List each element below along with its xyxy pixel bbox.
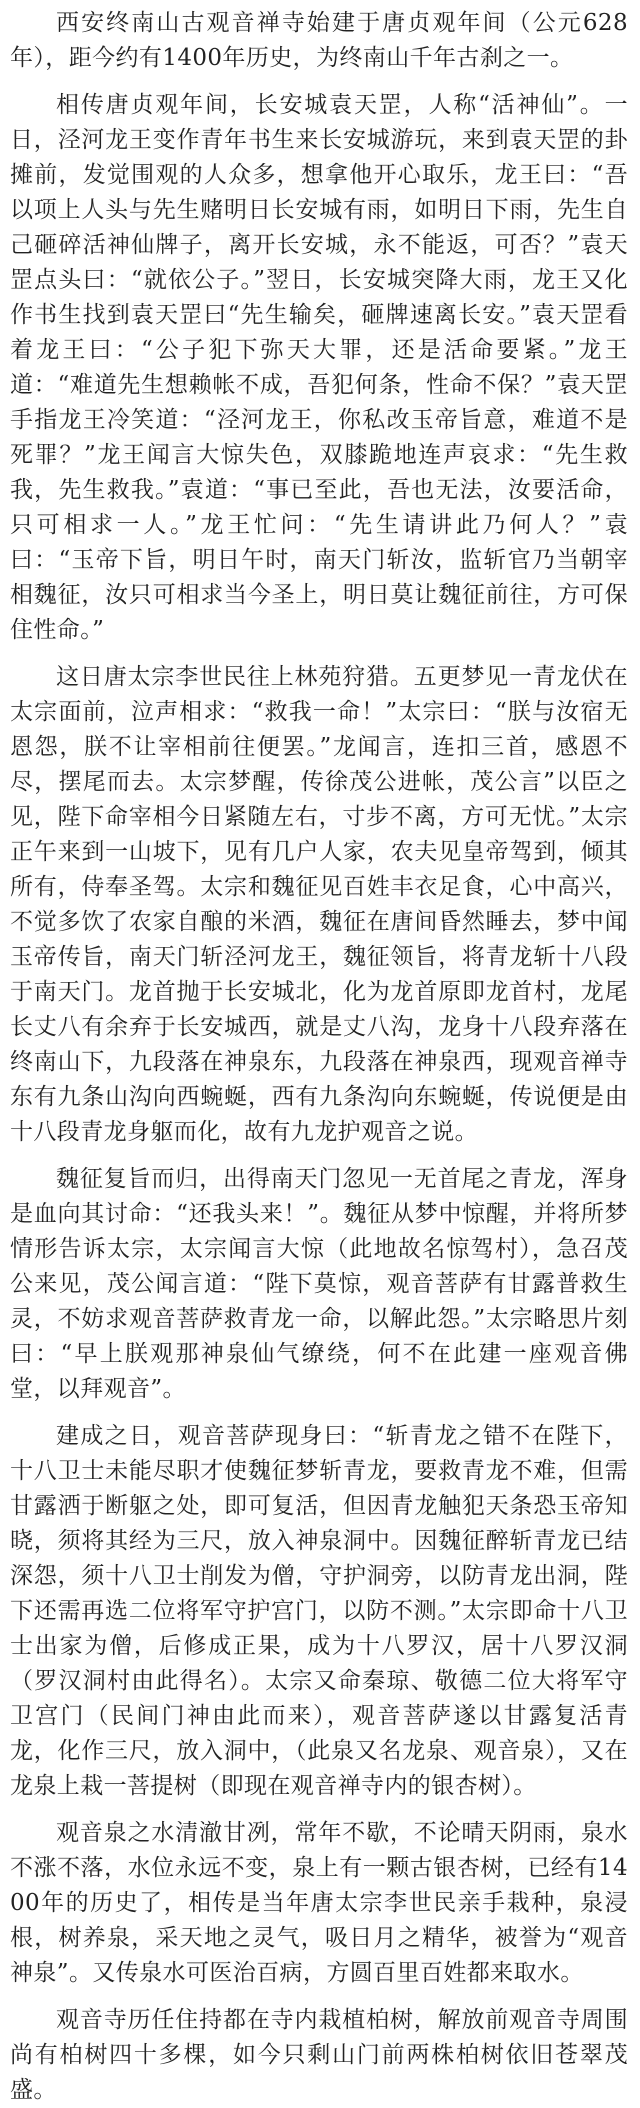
paragraph-cypress-trees: 观音寺历任住持都在寺内栽植柏树，解放前观音寺周围尚有柏树四十多棵，如今只剩山门前两株柏树依旧苍翠茂盛。 [10,2007,628,2103]
paragraph-guanyin-appears: 建成之日，观音菩萨现身曰：“斩青龙之错不在陛下，十八卫士未能尽职才使魏征梦斩青龙，要救青龙不难，但需甘露洒于断躯之处，即可复活，但因青龙触犯天条恐玉帝知晓，须将其经为三尺，放入神泉洞中。因魏征醉斩青龙已结深怨，须十八卫士削发为僧，守护洞旁，以防青龙出洞，陛下还需再选二位将军守护宫门，以防不测。”太宗即命十八卫士出家为僧，后修成正果，成为十八罗汉，居十八罗汉洞（罗汉洞村由此得名）。太宗又命秦琼、敬德二位大将军守卫宫门（民间门神由此而来），观音菩萨遂以甘露复活青龙，化作三尺，放入洞中，（此泉又名龙泉、观音泉），又在龙泉上栽一菩提树（即现在观音禅寺内的银杏树）。 [10,1423,628,1799]
paragraph-taizong-dream: 这日唐太宗李世民往上林苑狩猎。五更梦见一青龙伏在太宗面前，泣声相求：“救我一命！”太宗曰：“朕与汝宿无恩怨，朕不让宰相前往便罢。”龙闻言，连扣三首，感恩不尽，摆尾而去。太宗梦醒，传徐茂公进帐，茂公言”以臣之见，陛下命宰相今日紧随左右，寸步不离，方可无忧。”太宗正午来到一山坡下，见有几户人家，农夫见皇帝驾到，倾其所有，侍奉圣驾。太宗和魏征见百姓丰衣足食，心中高兴，不觉多饮了农家自酿的米酒，魏征在唐间昏然睡去，梦中闻玉帝传旨，南天门斩泾河龙王，魏征领旨，将青龙斩十八段于南天门。龙首抛于长安城北，化为龙首原即龙首村，龙尾长丈八有余弃于长安城西，就是丈八沟，龙身十八段弃落在终南山下，九段落在神泉东，九段落在神泉西，现观音禅寺东有九条山沟向西蜿蜒，西有九条沟向东蜿蜒，传说便是由十八段青龙身躯而化，故有九龙护观音之说。 [10,664,628,1145]
paragraph-history: 西安终南山古观音禅寺始建于唐贞观年间（公元628年），距今约有1400年历史，为终南山千年古刹之一。 [10,10,628,71]
paragraph-dragon-king-bet: 相传唐贞观年间，长安城袁天罡，人称“活神仙”。一日，泾河龙王变作青年书生来长安城游玩，来到袁天罡的卦摊前，发觉围观的人众多，想拿他开心取乐，龙王曰：“吾以项上人头与先生赌明日长安城有雨，如明日下雨，先生自己砸碎活神仙牌子，离开长安城，永不能返，可否？”袁天罡点头曰：“就依公子。”翌日，长安城突降大雨，龙王又化作书生找到袁天罡曰“先生输矣，砸牌速离长安。”袁天罡看着龙王曰：“公子犯下弥天大罪，还是活命要紧。”龙王道：“难道先生想赖帐不成，吾犯何条，性命不保？”袁天罡手指龙王冷笑道：“泾河龙王，你私改玉帝旨意，难道不是死罪？”龙王闻言大惊失色，双膝跪地连声哀求：“先生救我，先生救我。”袁道：“事已至此，吾也无法，汝要活命，只可相求一人。”龙王忙问：“先生请讲此乃何人？”袁曰：“玉帝下旨，明日午时，南天门斩汝，监斩官乃当朝宰相魏征，汝只可相求当今圣上，明日莫让魏征前往，方可保住性命。” [10,92,628,643]
paragraph-guanyin-spring: 观音泉之水清澈甘冽，常年不歇，不论晴天阴雨，泉水不涨不落，水位永远不变，泉上有一颗古银杏树，已经有1400年的历史了，相传是当年唐太宗李世民亲手栽种，泉浸根，树养泉，采天地之灵气，吸日月之精华，被誉为“观音神泉”。又传泉水可医治百病，方圆百里百姓都来取水。 [10,1820,628,1986]
paragraph-weizheng-return: 魏征复旨而归，出得南天门忽见一无首尾之青龙，浑身是血向其讨命：“还我头来！”。魏征从梦中惊醒，并将所梦情形告诉太宗，太宗闻言大惊（此地故名惊驾村），急召茂公来见，茂公闻言道：“陛下莫惊，观音菩萨有甘露普救生灵，不妨求观音菩萨救青龙一命，以解此怨。”太宗略思片刻曰：“早上朕观那神泉仙气缭绕，何不在此建一座观音佛堂，以拜观音”。 [10,1166,628,1402]
